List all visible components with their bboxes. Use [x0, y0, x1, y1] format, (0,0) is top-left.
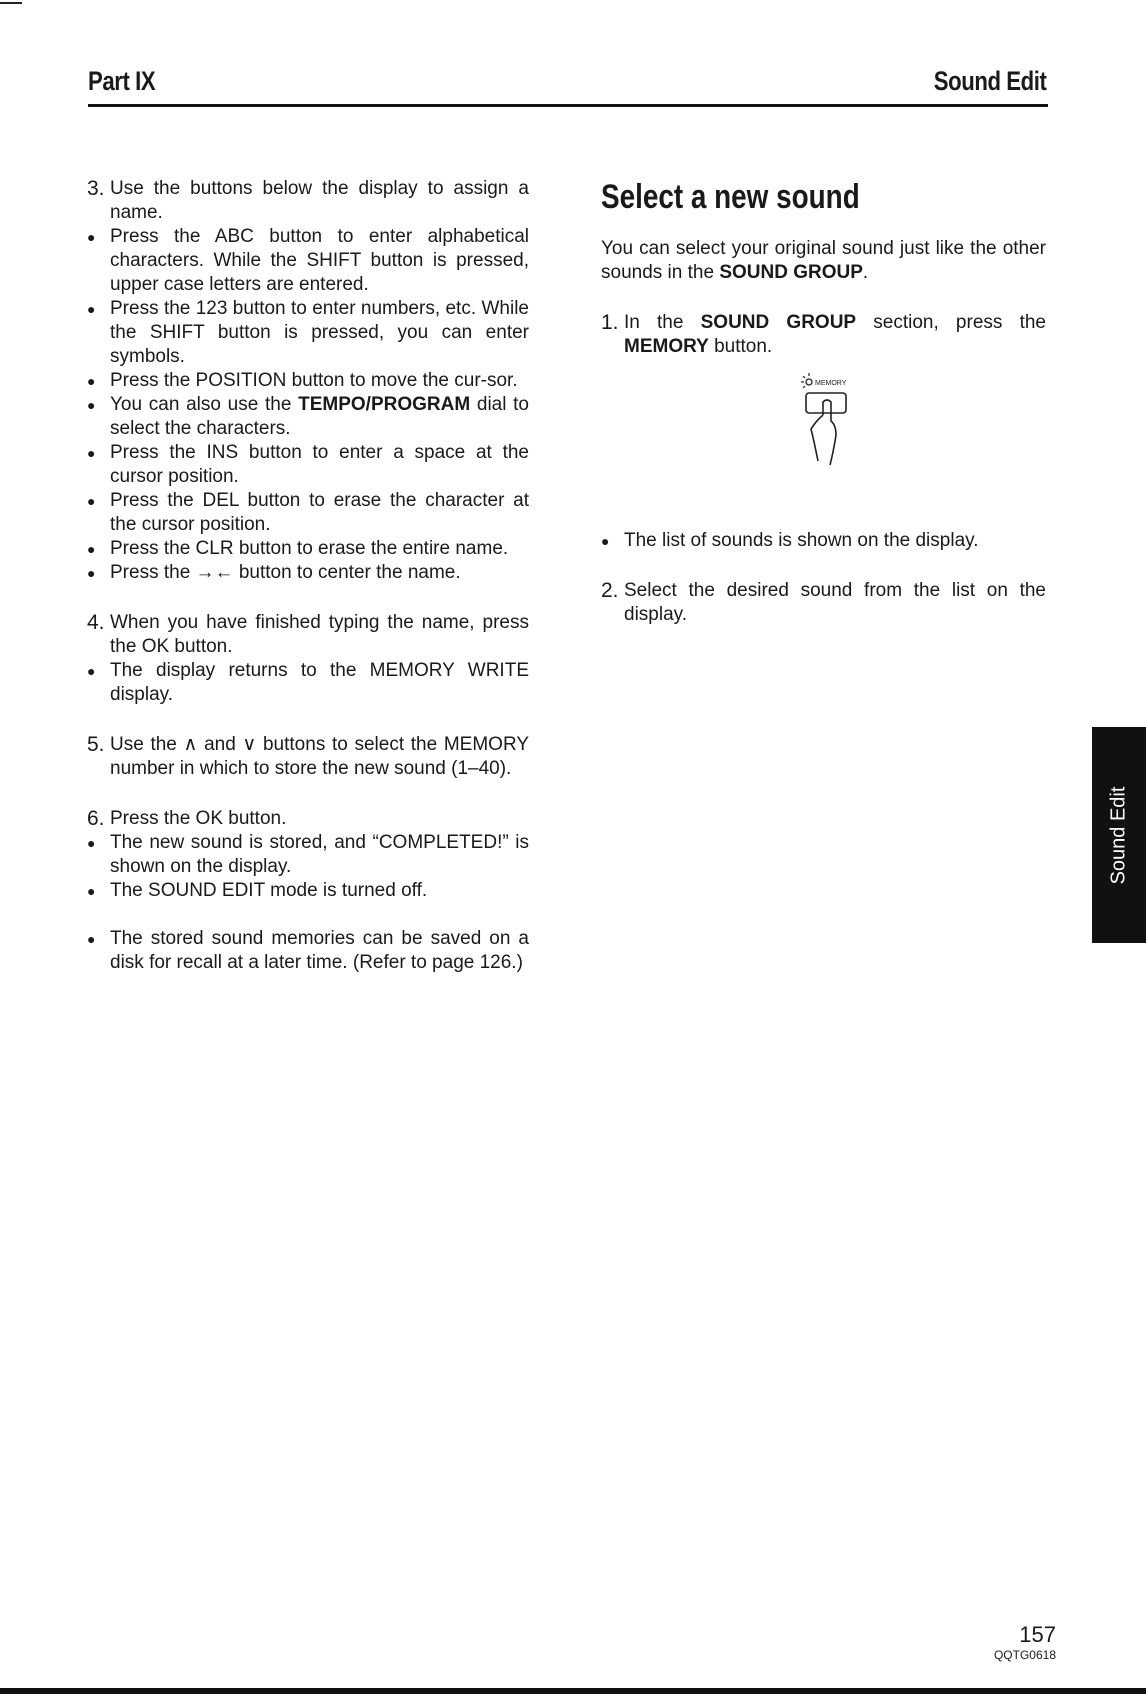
- bullet-text: The new sound is stored, and “COMPLETED!” is shown on the display.: [110, 832, 529, 877]
- bullet-dot-icon: ●: [87, 883, 96, 899]
- step-number: 6.: [87, 807, 105, 830]
- step-6: [87, 807, 529, 831]
- spacer: [87, 903, 529, 927]
- step-number: 2.: [601, 579, 619, 602]
- bullet-item: [87, 225, 529, 297]
- memory-label: MEMORY: [624, 336, 709, 357]
- step-3: [87, 177, 529, 225]
- note-item: [87, 927, 529, 975]
- bullet-text: Press the INS button to enter a space at the cursor position.: [110, 442, 529, 487]
- bullet-text-pre: You can also use the: [110, 394, 299, 415]
- step-2: [601, 579, 1046, 627]
- step-text-post: button.: [708, 336, 773, 357]
- bullet-item: [87, 879, 529, 903]
- step-text: Select the desired sound from the list on the display.: [624, 580, 1046, 625]
- bullet-dot-icon: ●: [87, 445, 96, 461]
- left-column: [87, 177, 529, 975]
- bullet-item: [87, 393, 529, 441]
- bullet-item: [87, 297, 529, 369]
- bullet-dot-icon: ●: [87, 663, 96, 679]
- step-4: [87, 611, 529, 659]
- step-text: Press the OK button.: [110, 808, 287, 829]
- side-tab: [1092, 727, 1146, 943]
- note-text: The stored sound memories can be saved on a disk for recall at a later time. (Refer to page 126.): [110, 928, 529, 973]
- step-text-mid: section, press the: [856, 312, 1046, 333]
- step-5: [87, 733, 529, 781]
- bullet-dot-icon: ●: [87, 541, 96, 557]
- document-code: QQTG0618: [993, 1648, 1056, 1662]
- memory-button-illustration: [601, 369, 1046, 509]
- step-number: 4.: [87, 611, 105, 634]
- bottom-rule: [0, 1688, 1146, 1694]
- bullet-text: The SOUND EDIT mode is turned off.: [110, 880, 428, 901]
- step-text: Use the ∧ and ∨ buttons to select the MEMORY number in which to store the new sound (1–40).: [110, 734, 529, 779]
- bullet-dot-icon: ●: [87, 835, 96, 851]
- step-number: 5.: [87, 733, 105, 756]
- bullet-text: Press the ABC button to enter alphabetical characters. While the SHIFT button is pressed, upper case letters are entered.: [110, 226, 529, 295]
- bullet-dot-icon: ●: [87, 565, 96, 581]
- step-number: 1.: [601, 311, 619, 334]
- bullet-dot-icon: ●: [87, 931, 96, 947]
- bullet-dot-icon: ●: [87, 397, 96, 413]
- sound-group-label: SOUND GROUP: [719, 262, 863, 283]
- bullet-text: The list of sounds is shown on the display.: [624, 530, 979, 551]
- bullet-item: [87, 441, 529, 489]
- bullet-text: Press the 123 button to enter numbers, etc. While the SHIFT button is pressed, you can enter symbols.: [110, 298, 529, 367]
- finger-pressing-button-icon: [796, 369, 866, 479]
- bullet-text-post: dial to select the characters.: [110, 394, 529, 439]
- step-1: [601, 311, 1046, 359]
- step-text: [624, 311, 1046, 359]
- bullet-dot-icon: ●: [87, 301, 96, 317]
- bullet-item: [87, 369, 529, 393]
- bullet-text: [110, 393, 529, 441]
- header-rule: [88, 104, 1048, 107]
- bullet-item: [601, 529, 1046, 553]
- right-column: [601, 177, 1046, 627]
- step-number: 3.: [87, 177, 105, 200]
- intro-paragraph: [601, 237, 1046, 285]
- sound-group-label: SOUND GROUP: [700, 312, 857, 333]
- intro-text-end: .: [862, 262, 869, 283]
- intro-text: You can select your original sound just like the other sounds in the: [601, 238, 1046, 283]
- bullet-item: [87, 489, 529, 537]
- page-number: 157: [1019, 1622, 1056, 1647]
- bullet-item: [87, 561, 529, 585]
- bullet-dot-icon: ●: [87, 493, 96, 509]
- bullet-text: Press the POSITION button to move the cur-sor.: [110, 370, 518, 391]
- bullet-dot-icon: ●: [87, 373, 96, 389]
- header-section: Sound Edit: [933, 66, 1046, 96]
- step-text-pre: In the: [624, 312, 701, 333]
- corner-mark: [0, 2, 22, 4]
- led-indicator-icon: [801, 373, 812, 388]
- step-text: Use the buttons below the display to assign a name.: [110, 178, 529, 223]
- bullet-item: [87, 831, 529, 879]
- tempo-program-dial-label: TEMPO/PROGRAM: [298, 394, 471, 415]
- bullet-dot-icon: ●: [87, 229, 96, 245]
- bullet-text: The display returns to the MEMORY WRITE display.: [110, 660, 529, 705]
- bullet-item: [87, 659, 529, 707]
- header-part: Part IX: [88, 66, 156, 96]
- figure-label: MEMORY: [815, 380, 847, 387]
- bullet-text: Press the CLR button to erase the entire name.: [110, 538, 509, 559]
- hand-outline: [811, 400, 836, 465]
- step-text: When you have finished typing the name, press the OK button.: [110, 612, 529, 657]
- memory-button-shape: [806, 393, 846, 413]
- bullet-text: Press the DEL button to erase the character at the cursor position.: [110, 490, 529, 535]
- bullet-dot-icon: ●: [601, 533, 610, 549]
- section-title: Select a new sound: [601, 178, 860, 216]
- bullet-item: [87, 537, 529, 561]
- bullet-text: Press the →← button to center the name.: [110, 562, 461, 583]
- side-tab-label: Sound Edit: [1107, 786, 1130, 884]
